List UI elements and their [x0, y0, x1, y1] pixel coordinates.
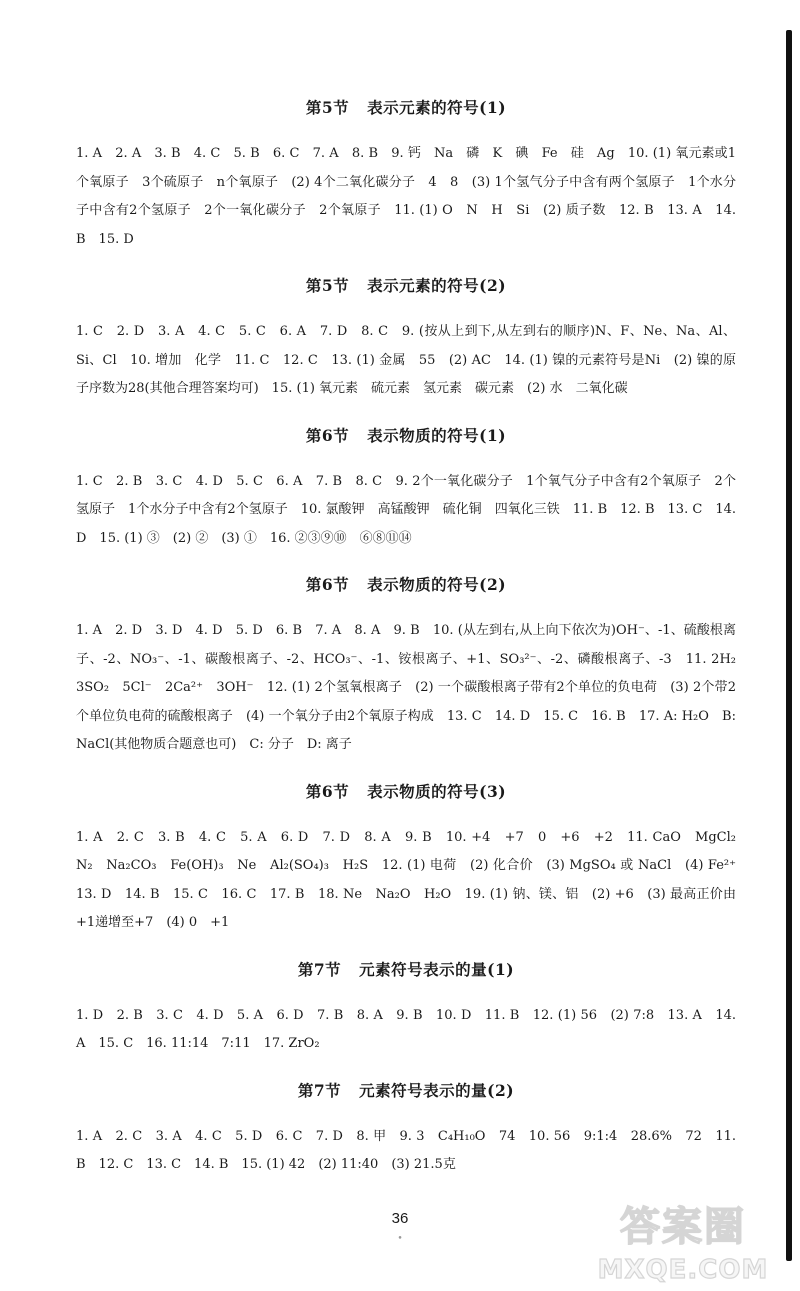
section-number: 第7节	[297, 1080, 342, 1100]
section-title	[76, 573, 736, 595]
section-number: 第6节	[305, 781, 350, 801]
section-6-1	[76, 424, 736, 554]
section-5-2	[76, 274, 736, 404]
section-name: 表示元素的符号(2)	[367, 276, 507, 295]
section-name: 表示元素的符号(1)	[367, 98, 507, 117]
section-answers: 1. D 2. B 3. C 4. D 5. A 6. D 7. B 8. A 9. B 10. D 11. B 12. (1) 56 (2) 7:8 13. A 14. A 15. C 16. 11:14 7:11 17. ZrO₂	[76, 1007, 736, 1051]
section-7-2	[76, 1079, 736, 1180]
section-number: 第6节	[305, 425, 350, 445]
section-answers: 1. C 2. D 3. A 4. C 5. C 6. A 7. D 8. C 9. (按从上到下,从左到右的顺序)N、F、Ne、Na、Al、Si、Cl 10. 增加 化学 11. C 12. C 13. (1) 金属 55 (2) AC 14. (1) 镍的元素符号是Ni (2) 镍的原子序数为28(其他合理答案均可) 15. (1) 氧元素 硫元素 氢元素 碳元素 (2) 水 二氧化碳	[76, 324, 736, 396]
section-6-2	[76, 573, 750, 760]
section-6-3	[76, 780, 750, 938]
section-name: 表示物质的符号(1)	[367, 425, 507, 445]
watermark-logo	[588, 1195, 778, 1285]
section-name: 元素符号表示的量(1)	[359, 959, 515, 979]
section-number: 第6节	[305, 575, 350, 594]
page-edge-bar	[786, 30, 792, 1261]
watermark-bottom-text: MXQE.COM	[597, 1255, 769, 1285]
section-answers: 1. A 2. D 3. D 4. D 5. D 6. B 7. A 8. A 9. B 10. (从左到右,从上向下依次为)OH⁻、-1、硫酸根离子、-2、NO₃⁻、-1、碳酸根离子、-2、HCO₃⁻、-1、铵根离子、+1、SO₃²⁻、-2、磷酸根离子、-3 11. 2H₂ 3SO₂ 5Cl⁻ 2Ca²⁺ 3OH⁻ 12. (1) 2个氢氧根离子 (2) 一个碳酸根离子带有2个单位的负电荷 (3) 2个带2个单位负电荷的硫酸根离子 (4) 一个氧分子由2个氧原子构成 13. C 14. D 15. C 16. B 17. A: H₂O B: NaCl(其他物质合题意也可) C: 分子 D: 离子	[76, 623, 750, 752]
section-answers: 1. A 2. C 3. B 4. C 5. A 6. D 7. D 8. A 9. B 10. +4 +7 0 +6 +2 11. CaO MgCl₂ N₂ Na₂CO₃ Fe(OH)₃ Ne Al₂(SO₄)₃ H₂S 12. (1) 电荷 (2) 化合价 (3) MgSO₄ 或 NaCl (4) Fe²⁺ 13. D 14. B 15. C 16. C 17. B 18. Ne Na₂O H₂O 19. (1) 钠、镁、铝 (2) +6 (3) 最高正价由+1递增至+7 (4) 0 +1	[76, 829, 750, 930]
section-number: 第7节	[297, 959, 342, 979]
page-dot: •	[397, 1234, 403, 1244]
watermark-top-text: 答案圈	[620, 1204, 746, 1250]
section-name: 表示物质的符号(2)	[367, 575, 507, 594]
section-answers: 1. A 2. C 3. A 4. C 5. D 6. C 7. D 8. 甲 9. 3 C₄H₁₀O 74 10. 56 9:1:4 28.6% 72 11. B 12. C 13. C 14. B 15. (1) 42 (2) 11:40 (3) 21.5克	[76, 1128, 736, 1172]
section-5-1	[76, 96, 736, 254]
section-title	[76, 96, 736, 118]
section-number: 第5节	[305, 276, 350, 295]
section-name: 表示物质的符号(3)	[367, 781, 507, 801]
section-answers: 1. C 2. B 3. C 4. D 5. C 6. A 7. B 8. C 9. 2个一氧化碳分子 1个氧气分子中含有2个氧原子 2个氢原子 1个水分子中含有2个氢原子 10. 氯酸钾 高锰酸钾 硫化铜 四氧化三铁 11. B 12. B 13. C 14. D 15. (1) ③ (2) ② (3) ① 16. ②③⑨⑩ ⑥⑧⑪⑭	[76, 473, 736, 546]
section-title	[76, 274, 736, 296]
answer-page	[76, 96, 750, 1200]
section-title	[76, 780, 736, 802]
section-answers: 1. A 2. A 3. B 4. C 5. B 6. C 7. A 8. B 9. 钙 Na 磷 K 碘 Fe 硅 Ag 10. (1) 氧元素或1个氧原子 3个硫原子 n个氧原子 (2) 4个二氧化碳分子 4 8 (3) 1个氢气分子中含有两个氢原子 1个水分子中含有2个氢原子 2个一氧化碳分子 2个氧原子 11. (1) O N H Si (2) 质子数 12. B 13. A 14. B 15. D	[76, 146, 736, 247]
page-number: 36	[391, 1210, 409, 1227]
section-name: 元素符号表示的量(2)	[359, 1080, 515, 1100]
section-7-1	[76, 958, 736, 1059]
section-title	[76, 958, 736, 980]
section-title	[76, 424, 736, 446]
section-number: 第5节	[305, 98, 350, 117]
section-title	[76, 1079, 736, 1101]
